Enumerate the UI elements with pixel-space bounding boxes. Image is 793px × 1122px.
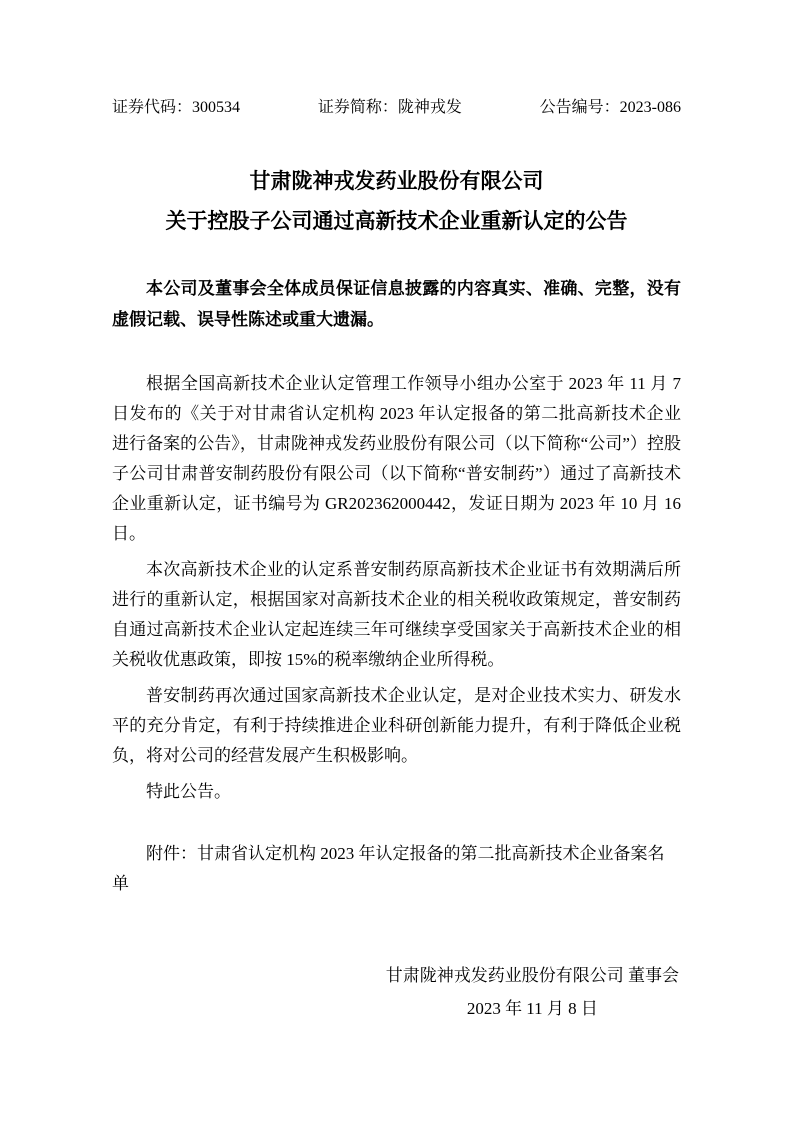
attachment-line: 附件：甘肃省认定机构 2023 年认定报备的第二批高新技术企业备案名单 — [112, 844, 665, 893]
signature-block — [386, 959, 679, 1025]
stock-name-value: 陇神戎发 — [397, 99, 462, 116]
stock-name — [318, 98, 462, 118]
closing-statement: 特此公告。 — [146, 782, 231, 801]
stock-name-label: 证券简称： — [317, 99, 398, 116]
stock-code-value: 300534 — [192, 99, 241, 116]
body-paragraph-2: 本次高新技术企业的认定系普安制药原高新技术企业证书有效期满后所进行的重新认定，根据国家对高新技术企业的相关税收政策规定，普安制药自通过高新技术企业认定起连续三年可继续享受国家关于高新技术企业的相关税收优惠政策，即按 15%的税率缴纳企业所得税。 — [112, 560, 681, 669]
company-title: 甘肃陇神戎发药业股份有限公司 — [249, 169, 544, 193]
stock-code — [112, 98, 240, 118]
announcement-title: 关于控股子公司通过高新技术企业重新认定的公告 — [165, 209, 628, 233]
body-paragraph-3: 普安制药再次通过国家高新技术企业认定，是对企业技术实力、研发水平的充分肯定，有利于持续推进企业科研创新能力提升，有利于降低企业税负，将对公司的经营发展产生积极影响。 — [112, 686, 681, 765]
signature-date: 2023 年 11 月 8 日 — [466, 999, 598, 1018]
announcement-number — [540, 98, 681, 118]
signature-company: 甘肃陇神戎发药业股份有限公司 董事会 — [385, 966, 679, 985]
stock-code-label: 证券代码： — [112, 99, 193, 116]
announcement-number-label: 公告编号： — [539, 99, 620, 116]
body-paragraph-1: 根据全国高新技术企业认定管理工作领导小组办公室于 2023 年 11 月 7 日发布的《关于对甘肃省认定机构 2023 年认定报备的第二批高新技术企业进行备案的公告》，甘肃陇神戎发药业股份有限公司（以下简称“公司”）控股子公司甘肃普安制药股份有限公司（以下简称“普安制药”）通过了高新技术企业重新认定，证书编号为 GR202362000442，发证日期为 2023 年 10 月 16 日。 — [112, 374, 681, 543]
disclaimer-statement: 本公司及董事会全体成员保证信息披露的内容真实、准确、完整，没有虚假记载、误导性陈述或重大遗漏。 — [112, 279, 681, 329]
document-header — [112, 98, 681, 118]
announcement-number-value: 2023-086 — [619, 99, 681, 116]
